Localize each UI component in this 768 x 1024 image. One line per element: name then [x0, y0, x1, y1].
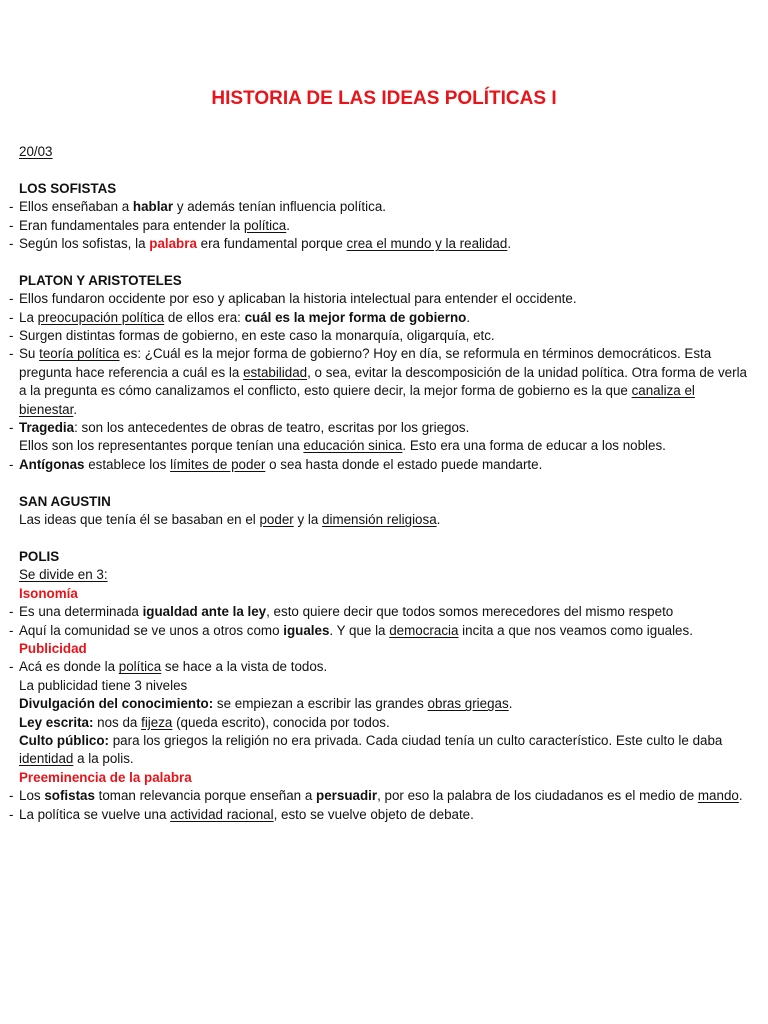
list-item: - Tragedia: son los antecedentes de obras de teatro, escritas por los griegos.: [9, 419, 749, 437]
section-heading-sofistas: LOS SOFISTAS: [19, 180, 117, 196]
paragraph: Divulgación del conocimiento: se empiezan a escribir las grandes obras griegas.: [19, 696, 513, 712]
subheading-isonomia: Isonomía: [19, 585, 78, 601]
date-line: [9, 143, 749, 161]
date: 20/03: [19, 144, 53, 159]
list-item: - Según los sofistas, la palabra era fundamental porque crea el mundo y la realidad.: [9, 235, 749, 253]
paragraph: Ley escrita: nos da fijeza (queda escrito), conocida por todos.: [19, 714, 390, 730]
subheading-publicidad: Publicidad: [19, 640, 87, 656]
list-item: - Los sofistas toman relevancia porque enseñan a persuadir, por eso la palabra de los ciudadanos es el medio de mando.: [9, 787, 749, 805]
list-item: - Antígonas establece los límites de poder o sea hasta donde el estado puede mandarte.: [9, 456, 749, 474]
section-heading-san-agustin: SAN AGUSTIN: [19, 493, 111, 509]
paragraph: Las ideas que tenía él se basaban en el poder y la dimensión religiosa.: [19, 512, 441, 528]
list-item: - Eran fundamentales para entender la política.: [9, 217, 749, 235]
list-item: - La preocupación política de ellos era: cuál es la mejor forma de gobierno.: [9, 309, 749, 327]
document-body: [9, 143, 749, 824]
section-heading-platon: PLATON Y ARISTOTELES: [19, 272, 182, 288]
list-item: - Es una determinada igualdad ante la ley, esto quiere decir que todos somos merecedores del mismo respeto: [9, 603, 749, 621]
subheading-preeminencia: Preeminencia de la palabra: [19, 769, 192, 785]
subheading: Se divide en 3:: [19, 567, 108, 583]
paragraph: La publicidad tiene 3 niveles: [19, 677, 188, 693]
list-item-continuation: Ellos son los representantes porque tenían una educación sinica. Esto era una forma de educar a los nobles.: [19, 438, 666, 454]
list-item: - Acá es donde la política se hace a la vista de todos.: [9, 658, 749, 676]
list-item: - Su teoría política es: ¿Cuál es la mejor forma de gobierno? Hoy en día, se reformula en términos democráticos. Esta pregunta hace referencia a cuál es la estabilidad, o sea, evitar la descomposición de la unidad política. Otra forma de verla a la pregunta es cómo canalizamos el conflicto, esto quiere decir, la mejor forma de gobierno es la que canaliza el bienestar.: [9, 345, 749, 419]
list-item: - Surgen distintas formas de gobierno, en este caso la monarquía, oligarquía, etc.: [9, 327, 749, 345]
list-item: - Ellos enseñaban a hablar y además tenían influencia política.: [9, 198, 749, 216]
list-item: - La política se vuelve una actividad racional, esto se vuelve objeto de debate.: [9, 806, 749, 824]
list-item: - Aquí la comunidad se ve unos a otros como iguales. Y que la democracia incita a que nos veamos como iguales.: [9, 622, 749, 640]
paragraph: Culto público: para los griegos la religión no era privada. Cada ciudad tenía un culto característico. Este culto le daba identidad a la polis.: [19, 732, 723, 767]
document-title: HISTORIA DE LAS IDEAS POLÍTICAS I: [211, 88, 557, 109]
section-heading-polis: POLIS: [19, 548, 60, 564]
list-item: - Ellos fundaron occidente por eso y aplicaban la historia intelectual para entender el occidente.: [9, 290, 749, 308]
